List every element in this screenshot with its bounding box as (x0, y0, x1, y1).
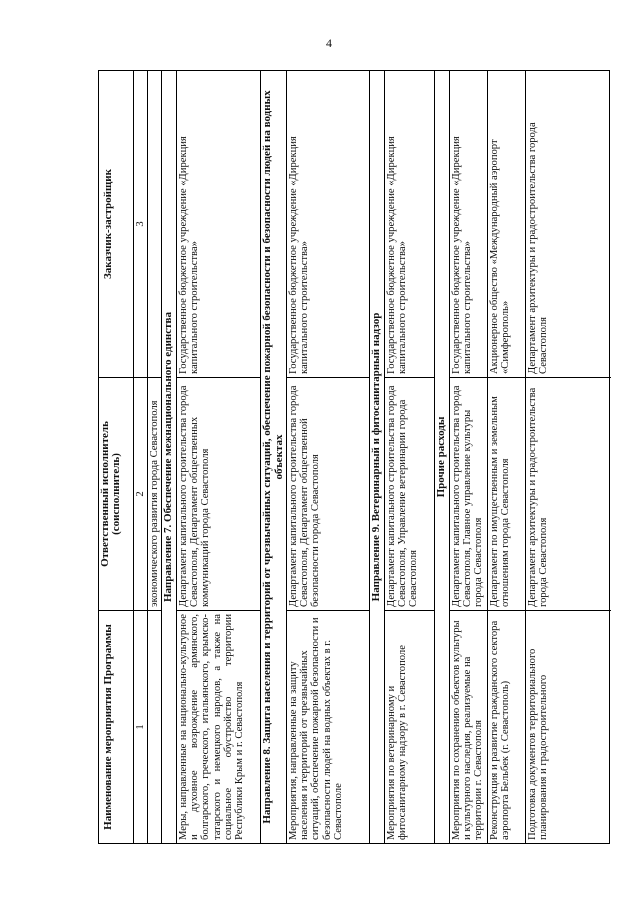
row8-activity: Мероприятия, направленные на защиту населения и территорий от чрезвычайных ситуаций, обеспечение пожарной безопасности и безопасности людей на водных объектах в г. Севастополе (287, 610, 369, 843)
row10-customer: Государственное бюджетное учреждение «Дирекция капитального строительства» (451, 136, 474, 374)
row9-executor: Департамент капитального строительства города Севастополя, Управление ветеринарии города Севастополя (385, 377, 434, 610)
row7-executor: Департамент капитального строительства города Севастополя, Департамент общественных коммуникаций города Севастополя (177, 377, 260, 610)
header-col3: Заказчик-застройщик (102, 169, 114, 279)
section-other-heading: Прочие расходы (435, 71, 450, 843)
section-7-heading: Направление 7. Обеспечение межнационального единства (162, 71, 177, 843)
row11-executor: Департамент по имущественным и земельным отношениям города Севастополя (488, 377, 525, 610)
row12-executor: Департамент архитектуры и градостроительства города Севастополя (526, 377, 611, 610)
header-col1: Наименование мероприятия Программы (99, 610, 133, 843)
table-row (526, 71, 611, 843)
row10-activity: Мероприятия по сохранению объектов культуры и культурного наследия, реализуемые на территории г. Севастополя (450, 610, 487, 843)
col-number-2: 2 (134, 377, 147, 610)
program-table (98, 70, 610, 844)
row7-activity: Меры, направленные на национально-культурное и духовное возрождение армянского, болгарского, греческого, итальянского, крымско-татарского и немецкого народов, а также на социальное обустройство территории Республики Крым и г. Севастополя (177, 610, 260, 843)
continuation-text: экономического развития города Севастополя (148, 377, 161, 610)
section-8-heading: Направление 8. Защита населения и территорий от чрезвычайных ситуаций, обеспечение пожарной безопасности и безопасности людей на водных объектах (261, 71, 287, 843)
row12-activity: Подготовка документов территориального планирования и градостроительного (526, 610, 611, 843)
column-number-row (134, 71, 148, 843)
table-row (385, 71, 435, 843)
table-row (287, 71, 370, 843)
page-number: 4 (326, 36, 332, 50)
col-number-3: 3 (135, 221, 146, 227)
table-row (450, 71, 488, 843)
continuation-row (148, 71, 162, 843)
continuation-col3 (148, 71, 161, 377)
continuation-col1 (148, 610, 161, 843)
section-9-heading: Направление 9. Ветеринарный и фитосанитарный надзор (370, 71, 385, 843)
header-col2: Ответственный исполнитель (соисполнитель) (99, 377, 133, 610)
table-header-row (99, 71, 134, 843)
row7-customer: Государственное бюджетное учреждение «Дирекция капитального строительства» (178, 136, 201, 374)
table-row (488, 71, 526, 843)
table-row (177, 71, 261, 843)
col-number-1: 1 (134, 610, 147, 843)
row12-customer: Департамент архитектуры и градостроительства города Севастополя (527, 122, 550, 374)
row11-activity: Реконструкция и развитие гражданского сектора аэропорта Бельбек (г. Севастополь) (488, 610, 525, 843)
row9-customer: Государственное бюджетное учреждение «Дирекция капитального строительства» (386, 136, 409, 374)
row9-activity: Мероприятия по ветеринарному и фитосанитарному надзору в г. Севастополе (385, 610, 434, 843)
row8-executor: Департамент капитального строительства города Севастополя, Департамент общественной безопасности города Севастополя (287, 377, 369, 610)
row10-executor: Департамент капитального строительства города Севастополя, Главное управление культуры города Севастополя (450, 377, 487, 610)
row8-customer: Государственное бюджетное учреждение «Дирекция капитального строительства» (288, 136, 311, 374)
row11-customer: Акционерное общество «Международный аэропорт «Симферополь» (489, 139, 512, 374)
